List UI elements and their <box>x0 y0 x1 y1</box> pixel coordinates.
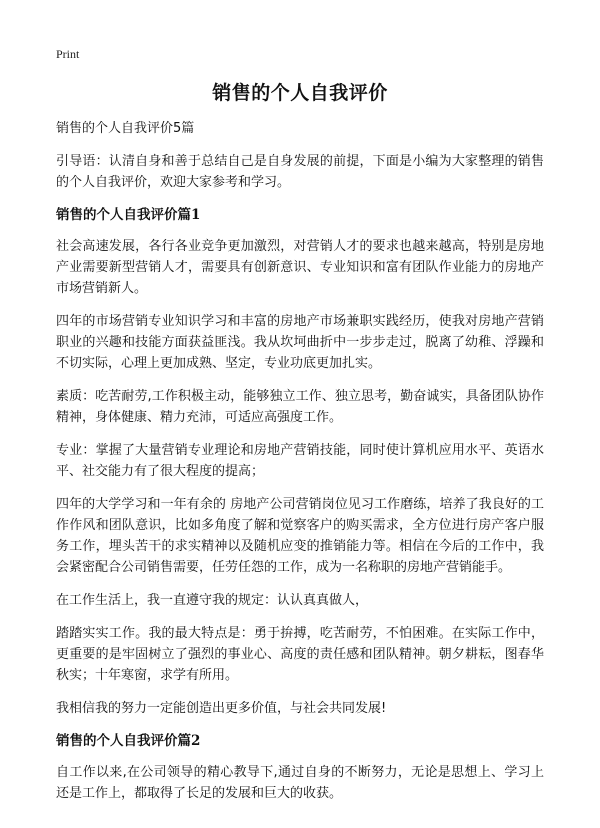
paragraph: 四年的市场营销专业知识学习和丰富的房地产市场兼职实践经历，使我对房地产营销职业的兴趣和技能方面获益匪浅。我从坎坷曲折中一步步走过，脱离了幼稚、浮躁和不切实际，心理上更加成熟、坚定，专业功底更加扎实。 <box>56 314 544 371</box>
paragraph: 素质：吃苦耐劳,工作积极主动，能够独立工作、独立思考，勤奋诚实，具备团队协作精神，身体健康、精力充沛，可适应高强度工作。 <box>56 389 544 425</box>
paragraph: 我相信我的努力一定能创造出更多价值，与社会共同发展! <box>56 701 387 716</box>
document-body <box>56 118 544 816</box>
page-title: 销售的个人自我评价 <box>212 82 388 104</box>
paragraph: 四年的大学学习和一年有余的 房地产公司营销岗位见习工作磨练，培养了我良好的工作作风和团队意识，比如多角度了解和觉察客户的购买需求，全方位进行房产客户服务工作，埋头苦干的求实精神以及随机应变的推销能力等。相信在今后的工作中，我会紧密配合公司销售需要，任劳任怨的工作，成为一名称职的房地产营销能手。 <box>56 497 544 575</box>
paragraph: 在工作生活上，我一直遵守我的规定：认认真真做人， <box>56 593 369 608</box>
lead-paragraph: 引导语：认清自身和善于总结自己是自身发展的前提，下面是小编为大家整理的销售的个人自我评价，欢迎大家参考和学习。 <box>56 154 544 190</box>
paragraph: 社会高速发展，各行各业竞争更加激烈，对营销人才的要求也越来越高，特别是房地产业需要新型营销人才，需要具有创新意识、专业知识和富有团队作业能力的房地产市场营销新人。 <box>56 239 544 296</box>
paragraph: 自工作以来,在公司领导的精心教导下,通过自身的不断努力，无论是思想上、学习上还是工作上，都取得了长足的发展和巨大的收获。 <box>56 765 544 801</box>
print-label: Print <box>56 47 80 61</box>
subtitle: 销售的个人自我评价5篇 <box>56 121 195 136</box>
paragraph: 踏踏实实工作。我的最大特点是：勇于拚搏，吃苦耐劳，不怕困难。在实际工作中，更重要的是牢固树立了强烈的事业心、高度的责任感和团队精神。朝夕耕耘，图春华秋实；十年寒窗，求学有所用。 <box>56 626 544 683</box>
section-heading-1: 销售的个人自我评价篇1 <box>56 207 201 223</box>
paragraph: 专业：掌握了大量营销专业理论和房地产营销技能，同时使计算机应用水平、英语水平、社交能力有了很大程度的提高； <box>56 443 544 479</box>
section-heading-2: 销售的个人自我评价篇2 <box>56 733 201 749</box>
